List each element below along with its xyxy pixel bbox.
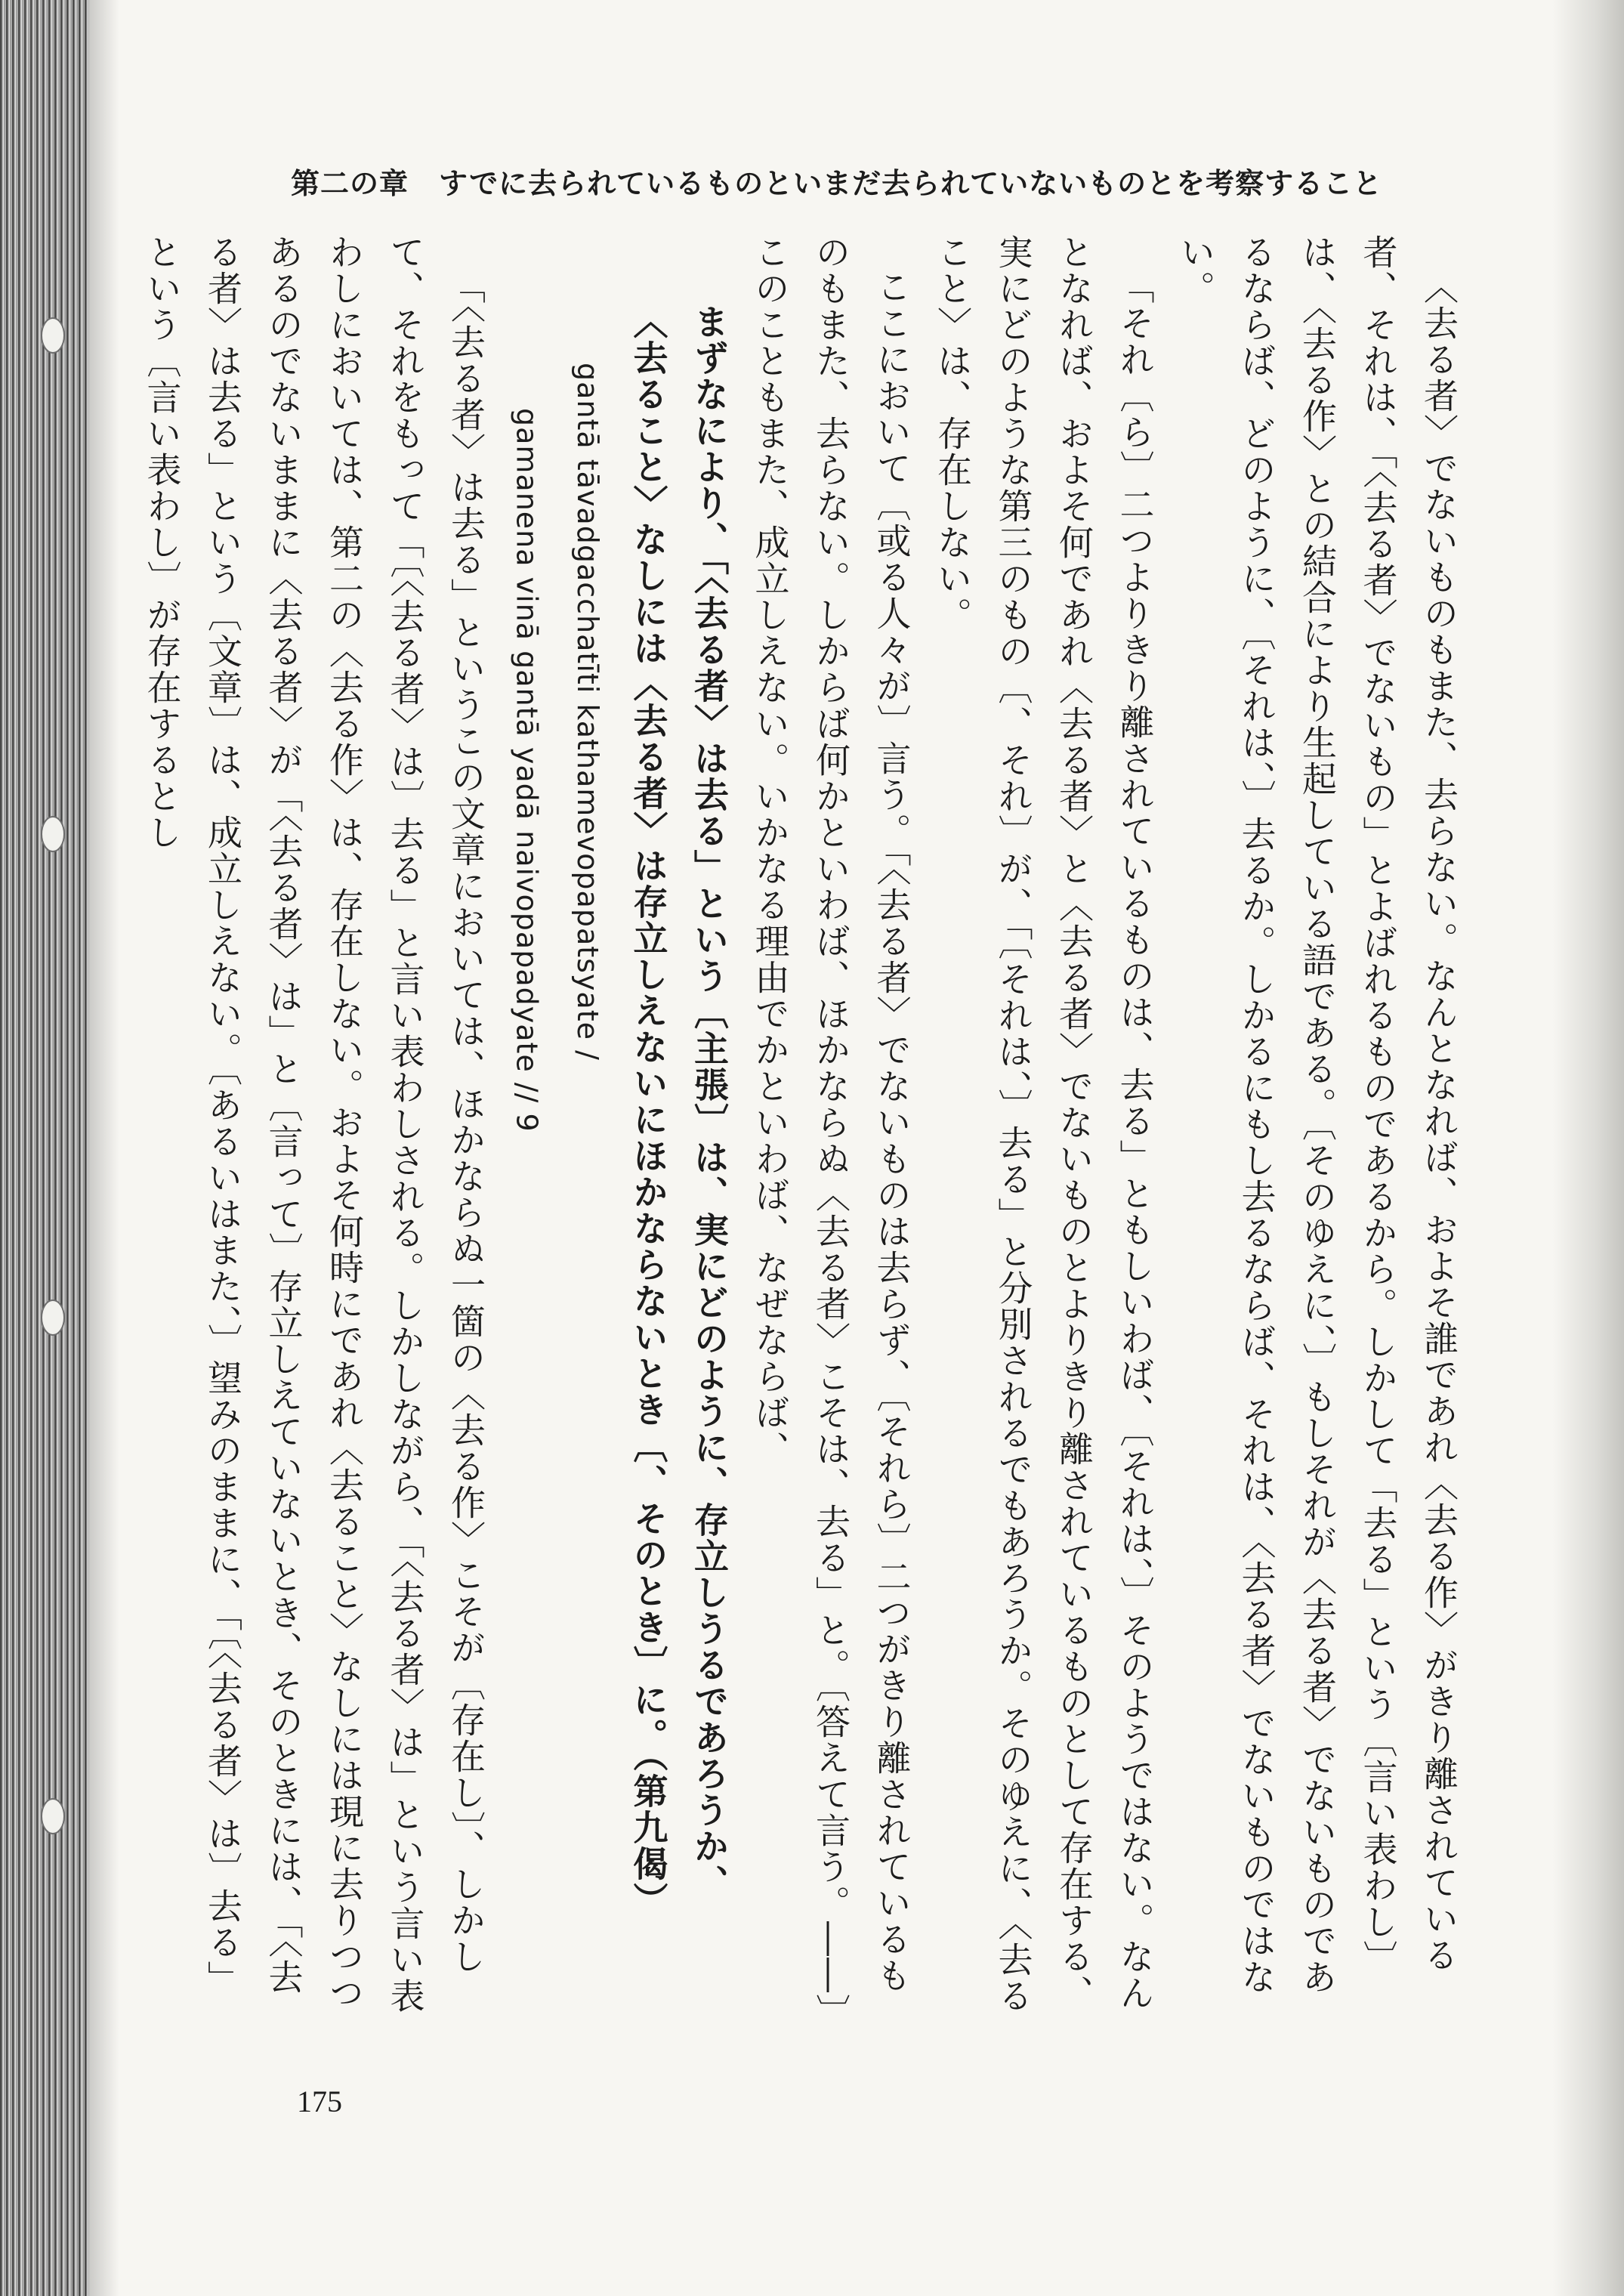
page-number: 175 (297, 2084, 342, 2118)
sanskrit-verse-line-1: gantā tāvadgacchatīti kathamevopapatsyate / (571, 363, 604, 1061)
paragraph-2: 「それ〔ら〕二つよりきり離されているものは、去る」ともしいわば、〔それは、〕そのようではない。なんとなれば、およそ何であれ〈去る者〉と〈去る者〉でないものとよりきり離されているものとして存在する、実にどのような第三のもの〔、それ〕が、「〔それは、〕去る」と分別されるでもあろうか。そのゆえに、〈去ること〉は、存在しない。 (932, 234, 1156, 2014)
header-chapter: 第二の章 (291, 166, 409, 200)
paragraph-3: ここにおいて〔或る人々が〕言う。「〈去る者〉でないものは去らず、〔それら〕二つがきり離されているものもまた、去らない。しからば何かといわば、ほかならぬ〈去る者〉こそは、去る」と。〔答えて言う。――〕このこともまた、成立しえない。いかなる理由でかといわば、なぜならば、 (749, 234, 912, 2013)
sanskrit-verse-line-2: gamanena vinā gantā yadā naivopapadyate // 9 (510, 408, 544, 1133)
punch-hole (41, 1299, 65, 1336)
verse-translation-line-2: 〈去ること〉なしには〈去る者〉は存立しえないにほかならないとき〔、そのとき〕に。（第九偈） (628, 304, 669, 1918)
page-edge-shadow (1552, 0, 1624, 2296)
vertical-body-text (141, 234, 1469, 2017)
binding-shadow (89, 0, 119, 2296)
punch-hole (41, 317, 65, 354)
paragraph-4: 「〈去る者〉は去る」というこの文章においては、ほかならぬ一箇の〈去る作〉こそが〔存在し〕、しかして、それをもって「〔〈去る者〉は〕去る」と言い表わしされる。しかしながら、「〈去る者〉は」という言い表わしにおいては、第二の〈去る作〉は、存在しない。およそ何時にであれ〈去ること〉なしには現に去りつつあるのでないままに〈去る者〉が「〈去る者〉は」と〔言って〕存立しえていないとき、そのときには、「〈去る者〉は去る」という〔文章〕は、成立しえない。〔あるいはまた、〕望みのままに、「〔〈去る者〉は〕去る」という〔言い表わし〕が存在するとし (141, 234, 486, 2014)
verse-translation-line-1: まずなにより、「〈去る者〉は去る」という〔主張〕は、実にどのように、存立しうるであろうか、 (689, 304, 730, 1901)
punch-hole (41, 1798, 65, 1834)
running-header (291, 160, 1383, 202)
punch-hole (41, 816, 65, 852)
paragraph-1: 〈去る者〉でないものもまた、去らない。なんとなれば、およそ誰であれ〈去る作〉がきり離されている者、それは、「〈去る者〉でないもの」とよばれるものであるから。しかして「去る」という〔言い表わし〕は、〈去る作〉との結合により生起している語である。〔そのゆえに、〕もしそれが〈去る者〉でないものであるならば、どのように、〔それは、〕去るか。しかるにもし去るならば、それは、〈去る者〉でないものではない。 (1175, 234, 1459, 1995)
header-title: すでに去られているものといまだ去られていないものとを考察すること (439, 166, 1383, 200)
